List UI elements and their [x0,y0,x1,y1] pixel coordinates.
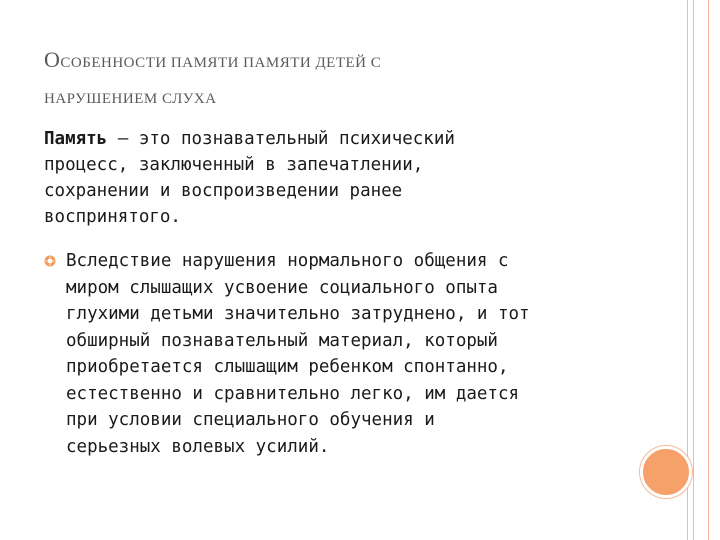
bullet-line: Вследствие нарушения нормального общения с [66,251,509,271]
definition-text: – это познавательный психический [107,129,455,149]
bullet-line: приобретается слышащим ребенком спонтанно, [66,357,509,377]
bullet-line: естественно и сравнительно легко, им дается [66,383,520,404]
bullet-line: миром слышащих усвоение социального опыта [66,277,498,298]
definition-line: сохранении и воспроизведении ранее [44,181,403,201]
bullet-line: при условии специального обучения и [66,410,435,430]
sun-bullet-icon [44,255,56,267]
definition-paragraph [44,126,634,230]
definition-line: воспринятого. [44,207,181,227]
decorative-rule [693,0,694,540]
bullet-text [66,248,634,460]
title-line-1 [44,42,644,81]
bullet-item [44,248,634,460]
bullet-line: обширный познавательный материал, который [66,330,498,351]
decorative-rule [708,0,709,540]
slide-title [44,42,644,117]
bullet-line: глухими детьми значительно затруднено, и тот [66,304,530,324]
title-initial: О [44,47,61,72]
definition-line: процесс, заключенный в запечатлении, [44,155,424,175]
decorative-circle [640,446,692,498]
bullet-line: серьезных волевых усилий. [66,436,330,457]
definition-line [44,126,634,152]
title-line-2: НАРУШЕНИЕМ СЛУХА [44,91,217,107]
title-line-1-text: СОБЕННОСТИ ПАМЯТИ ПАМЯТИ ДЕТЕЙ С [60,55,382,71]
definition-term: Память [44,129,108,149]
